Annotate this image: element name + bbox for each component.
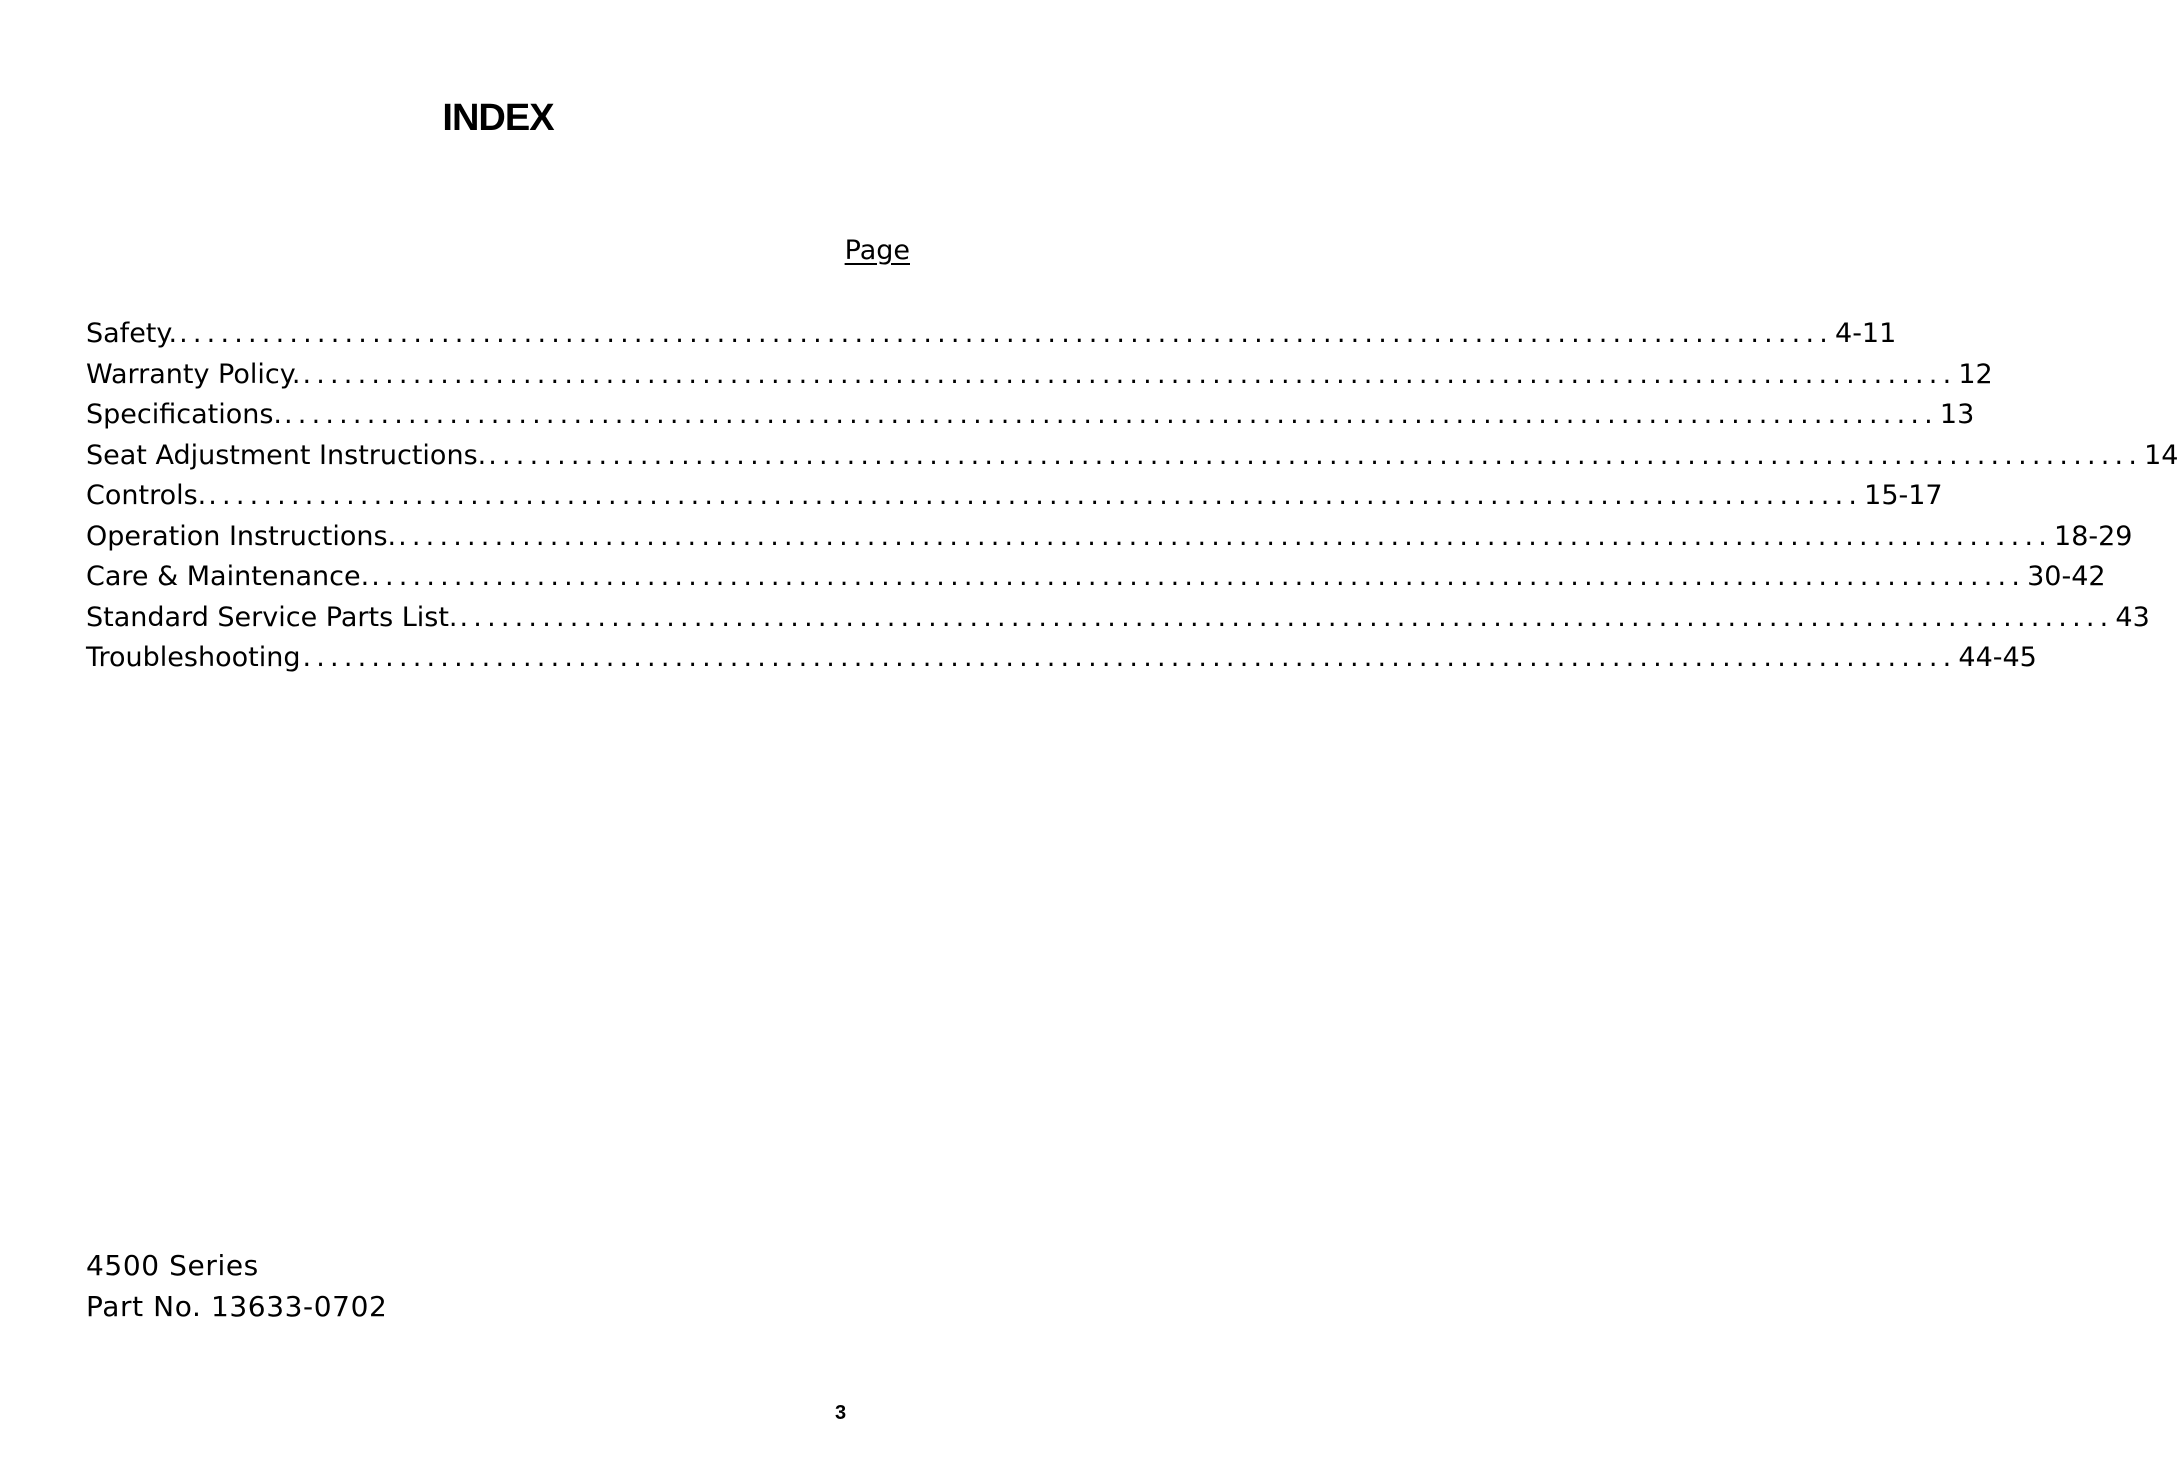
page-column-header: Page <box>844 235 910 266</box>
index-list <box>86 314 2178 679</box>
index-entry-page: 13 <box>1939 399 1975 430</box>
dot-leader: ........................................................................................................................ <box>302 642 1957 673</box>
index-entry-page: 15-17 <box>1864 480 1943 511</box>
index-entry-page: 18-29 <box>2054 520 2133 552</box>
index-entry-page: 43 <box>2115 601 2150 633</box>
dot-leader: ........................................................................................................................ <box>488 439 2143 471</box>
index-entry-label: Specifications. <box>86 399 283 430</box>
dot-leader: ........................................................................................................................ <box>208 480 1863 511</box>
index-entry-page: 44-45 <box>1958 642 2037 673</box>
index-entry-label: Seat Adjustment Instructions. <box>86 439 487 471</box>
index-entry <box>86 476 1943 517</box>
index-entry <box>86 355 1993 396</box>
dot-leader: ........................................................................................................................ <box>179 318 1834 349</box>
product-info <box>86 1245 387 1327</box>
page-title: INDEX <box>442 97 554 139</box>
index-entry-page: 30-42 <box>2027 561 2106 592</box>
index-entry <box>86 638 2037 679</box>
index-entry-label: Operation Instructions. <box>86 520 397 552</box>
index-entry-label: Troubleshooting <box>86 642 301 673</box>
index-entry-label: Standard Service Parts List. <box>86 601 458 633</box>
index-entry <box>86 314 1897 355</box>
dot-leader: ........................................................................................................................ <box>398 520 2053 552</box>
dot-leader: ........................................................................................................................ <box>284 399 1938 430</box>
dot-leader: ........................................................................................................................ <box>371 561 2026 592</box>
dot-leader: ........................................................................................................................ <box>302 358 1957 390</box>
index-entry-label: Safety. <box>86 318 178 349</box>
index-entry <box>86 598 2150 639</box>
index-entry-page: 12 <box>1958 358 1993 390</box>
dot-leader: ........................................................................................................................ <box>459 601 2114 633</box>
page-number: 3 <box>835 1402 847 1424</box>
index-entry <box>86 557 2106 598</box>
index-entry-page: 4-11 <box>1835 318 1897 349</box>
index-entry-page: 14 <box>2144 439 2178 471</box>
index-entry <box>86 517 2133 558</box>
series-name: 4500 Series <box>86 1249 259 1282</box>
index-entry-label: Care & Maintenance. <box>86 561 370 592</box>
index-entry <box>86 436 2178 477</box>
index-entry <box>86 395 1975 436</box>
index-entry-label: Controls. <box>86 480 207 511</box>
part-number: Part No. 13633-0702 <box>86 1290 388 1323</box>
index-entry-label: Warranty Policy. <box>86 358 301 390</box>
